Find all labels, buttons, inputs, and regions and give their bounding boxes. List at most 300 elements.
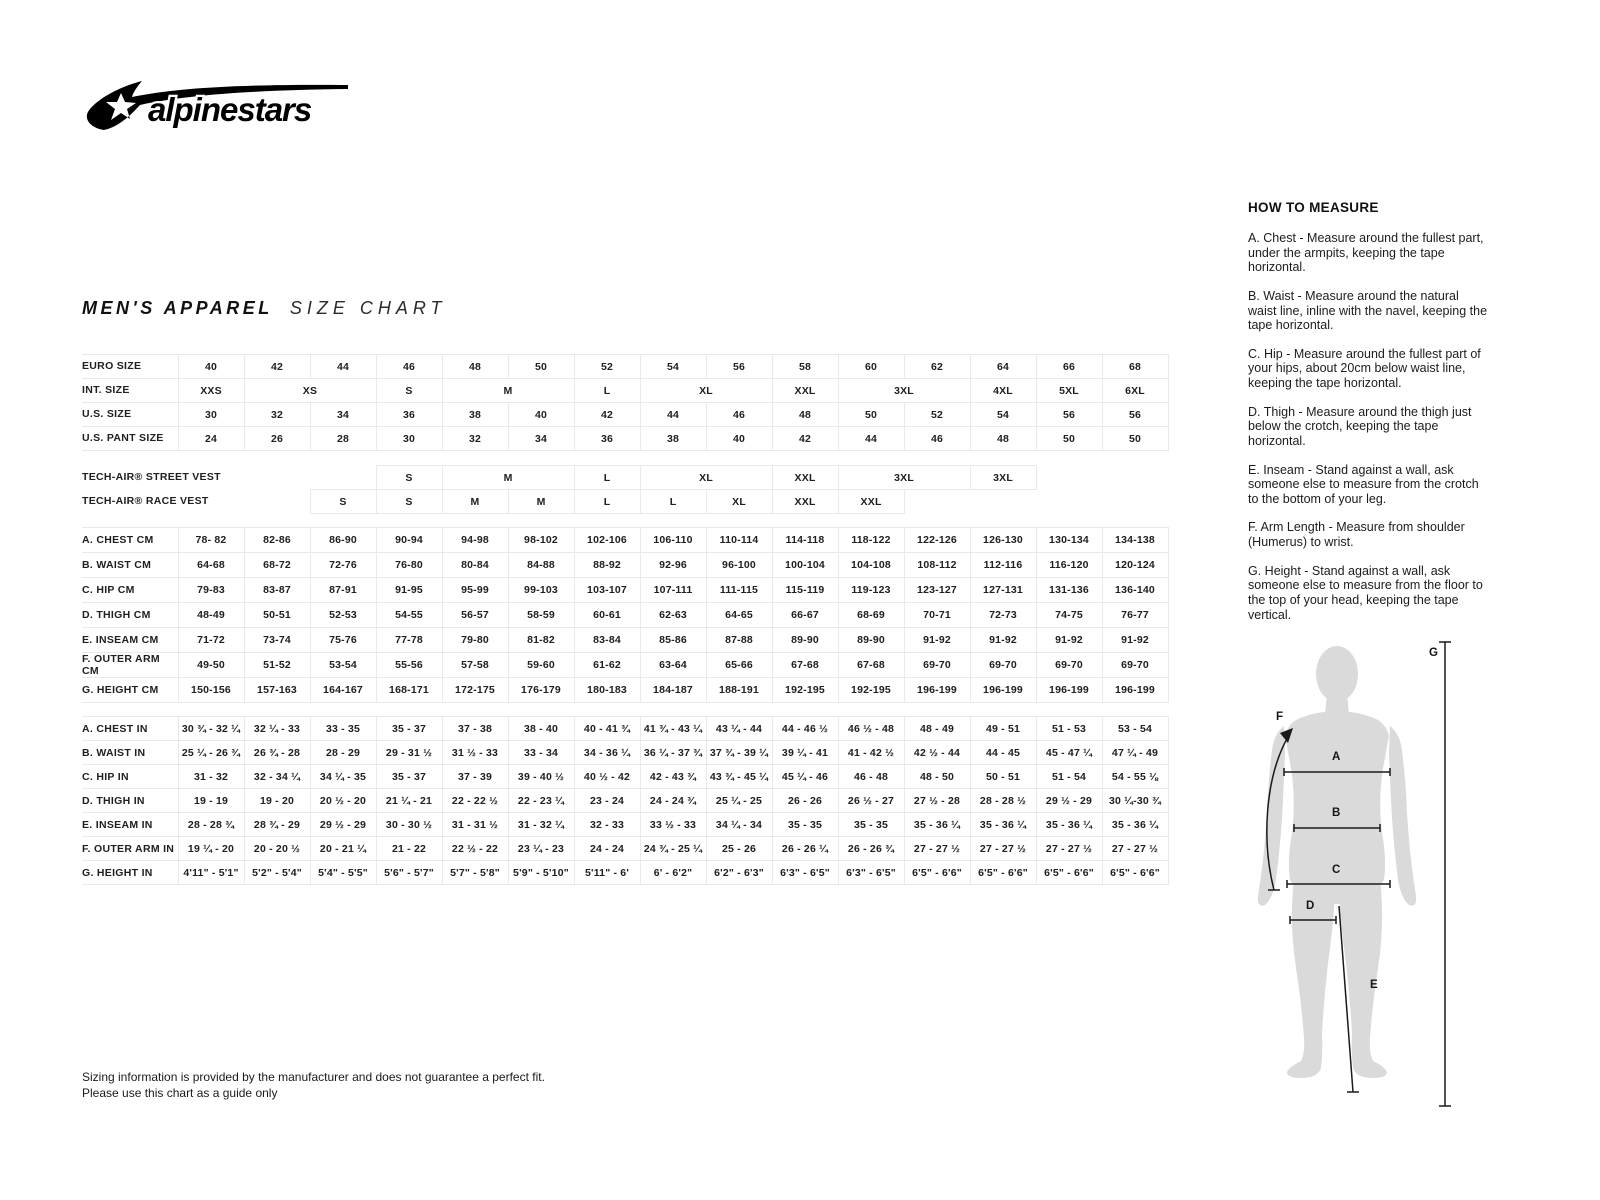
size-cell: 119-123 [838,578,904,603]
size-cell: 32 - 34 ¼ [244,765,310,789]
size-cell: 35 - 35 [838,813,904,837]
size-cell: 24 [178,427,244,451]
size-row [82,403,1168,427]
size-cell: 19 ¼ - 20 [178,837,244,861]
size-cell: 34 [310,403,376,427]
brand-logo [84,76,356,143]
in-row [82,789,1168,813]
size-cell: 122-126 [904,528,970,553]
size-cell: XXL [772,466,838,490]
size-cell: XXL [772,379,838,403]
size-cell: 6'5" - 6'6" [970,861,1036,885]
in-row [82,741,1168,765]
figure-label-thigh: D [1306,900,1315,912]
size-cell: 35 - 36 ¼ [1036,813,1102,837]
size-cell: 31 ½ - 33 [442,741,508,765]
row-label: TECH-AIR® STREET VEST [82,471,221,484]
vest-row [82,490,1168,514]
size-cell: 71-72 [178,628,244,653]
size-cell: 115-119 [772,578,838,603]
size-cell: 28 - 28 ½ [970,789,1036,813]
size-cell: 24 - 24 ¾ [640,789,706,813]
size-cell: 30 ¼-30 ¾ [1102,789,1168,813]
size-cell: 3XL [970,466,1036,490]
size-cell: S [376,379,442,403]
size-chart [82,354,1168,885]
size-cell: 4XL [970,379,1036,403]
size-cell: 20 ½ - 20 [310,789,376,813]
size-cell: 32 - 33 [574,813,640,837]
row-label: B. WAIST CM [82,553,178,578]
tech-air-vest-table [82,465,1168,514]
size-cell: 72-76 [310,553,376,578]
size-cell: 23 - 24 [574,789,640,813]
measure-instruction-chest: A. Chest - Measure around the fullest part, under the armpits, keeping the tape horizontal. [1248,231,1484,275]
alpinestars-logo-icon [84,76,356,138]
size-cell: 29 - 31 ½ [376,741,442,765]
size-cell: 28 ¾ - 29 [244,813,310,837]
size-cell: 35 - 37 [376,765,442,789]
size-cell: 37 ¾ - 39 ¼ [706,741,772,765]
size-cell: 131-136 [1036,578,1102,603]
size-cell: 3XL [838,379,970,403]
size-cell: 89-90 [838,628,904,653]
size-cell: 44 - 46 ½ [772,717,838,741]
size-cell: 58-59 [508,603,574,628]
size-cell: 27 - 27 ½ [1102,837,1168,861]
sizes-table [82,354,1169,451]
size-cell: 90-94 [376,528,442,553]
size-cell: 46 ½ - 48 [838,717,904,741]
size-cell: 95-99 [442,578,508,603]
size-cell: 84-88 [508,553,574,578]
size-cell: 172-175 [442,678,508,703]
size-cell: 29 ½ - 29 [1036,789,1102,813]
size-cell: 35 - 36 ¼ [904,813,970,837]
size-cell: 5'11" - 6' [574,861,640,885]
in-row [82,765,1168,789]
measure-instruction-height: G. Height - Stand against a wall, ask someone else to measure from the floor to the top of your head, keeping the tape vertical. [1248,563,1483,622]
size-cell: 46 [904,427,970,451]
size-cell: 45 ¼ - 46 [772,765,838,789]
size-row [82,355,1168,379]
size-cell: 83-84 [574,628,640,653]
size-cell: 50-51 [244,603,310,628]
size-cell: 20 - 21 ¼ [310,837,376,861]
size-cell: XXL [772,490,838,514]
size-cell: 50 [1036,427,1102,451]
size-cell: 88-92 [574,553,640,578]
size-cell: 37 - 38 [442,717,508,741]
size-cell: 6'2" - 6'3" [706,861,772,885]
size-cell: 27 - 27 ½ [904,837,970,861]
size-cell: 59-60 [508,653,574,678]
row-label: D. THIGH IN [82,789,178,813]
figure-label-arm: F [1276,711,1284,723]
size-cell: 104-108 [838,553,904,578]
row-label: E. INSEAM CM [82,628,178,653]
size-cell: 64-68 [178,553,244,578]
size-cell: 41 - 42 ½ [838,741,904,765]
size-cell: 38 [640,427,706,451]
size-cell: 4'11" - 5'1" [178,861,244,885]
size-cell: 91-92 [904,628,970,653]
size-cell: 150-156 [178,678,244,703]
size-cell: 25 - 26 [706,837,772,861]
size-cell: 52-53 [310,603,376,628]
size-cell: 102-106 [574,528,640,553]
size-cell: 30 ¾ - 32 ¼ [178,717,244,741]
size-cell: 53 - 54 [1102,717,1168,741]
disclaimer-line-2: Please use this chart as a guide only [82,1086,278,1101]
size-cell: 53-54 [310,653,376,678]
size-cell: 35 - 37 [376,717,442,741]
size-cell: 69-70 [1102,653,1168,678]
size-cell: 44 [640,403,706,427]
size-cell: 38 - 40 [508,717,574,741]
size-cell: 32 [244,403,310,427]
size-cell: 56 [1036,403,1102,427]
size-cell: 69-70 [904,653,970,678]
row-label: INT. SIZE [82,379,178,403]
size-cell: 27 - 27 ½ [1036,837,1102,861]
measure-instruction-waist: B. Waist - Measure around the natural waist line, inline with the navel, keeping the tape horizontal. [1248,288,1488,333]
size-cell: 192-195 [772,678,838,703]
cm-row [82,678,1168,703]
size-cell: 196-199 [1036,678,1102,703]
size-cell: 61-62 [574,653,640,678]
size-cell: 68-69 [838,603,904,628]
disclaimer-line-1: Sizing information is provided by the manufacturer and does not guarantee a perfect fit. [82,1070,545,1084]
size-cell: 50 [838,403,904,427]
measure-instruction-thigh: D. Thigh - Measure around the thigh just below the crotch, keeping the tape horizontal. [1248,404,1472,448]
size-cell: 40 - 41 ¾ [574,717,640,741]
size-cell: 39 ¼ - 41 [772,741,838,765]
size-cell: 5'4" - 5'5" [310,861,376,885]
measure-instruction-hip: C. Hip - Measure around the fullest part of your hips, about 20cm below waist line, keeping the tape horizontal. [1248,346,1481,390]
size-cell: 30 [376,427,442,451]
size-cell: 66-67 [772,603,838,628]
size-cell: 68 [1102,355,1168,379]
size-cell: XXS [178,379,244,403]
size-cell: 50 [1102,427,1168,451]
size-cell: 64-65 [706,603,772,628]
size-cell: 36 [376,403,442,427]
size-cell: 51 - 54 [1036,765,1102,789]
size-cell: 112-116 [970,553,1036,578]
size-cell: 136-140 [1102,578,1168,603]
measurements-in-table [82,716,1169,885]
size-cell: 20 - 20 ½ [244,837,310,861]
size-cell: 196-199 [970,678,1036,703]
size-cell: 43 ¾ - 45 ¼ [706,765,772,789]
size-cell: 36 [574,427,640,451]
size-cell: 70-71 [904,603,970,628]
size-cell: 19 - 20 [244,789,310,813]
size-cell: 56-57 [442,603,508,628]
size-cell: M [508,490,574,514]
row-label: U.S. PANT SIZE [82,427,178,451]
size-cell: 56 [706,355,772,379]
size-cell: 76-77 [1102,603,1168,628]
size-cell: 91-92 [1036,628,1102,653]
size-cell: 91-95 [376,578,442,603]
size-cell: 34 ¼ - 35 [310,765,376,789]
size-cell: 5'2" - 5'4" [244,861,310,885]
size-cell: 91-92 [1102,628,1168,653]
size-cell: 134-138 [1102,528,1168,553]
logo-wordmark: alpinestars [148,91,312,128]
size-cell: 92-96 [640,553,706,578]
size-cell: 22 ½ - 22 [442,837,508,861]
size-cell: XL [640,466,772,490]
size-cell: 72-73 [970,603,1036,628]
figure-label-height: G [1429,647,1438,659]
size-cell: 54 [640,355,706,379]
size-cell: XL [640,379,772,403]
size-cell: 46 [706,403,772,427]
in-row [82,717,1168,741]
size-cell: L [574,466,640,490]
size-cell: 168-171 [376,678,442,703]
measurements-cm-table [82,527,1169,703]
size-cell: 49 - 51 [970,717,1036,741]
size-cell: 32 [442,427,508,451]
size-cell: 42 ½ - 44 [904,741,970,765]
size-cell: 34 [508,427,574,451]
empty-cell [904,490,1168,514]
size-cell: 80-84 [442,553,508,578]
size-cell: L [640,490,706,514]
size-cell: 52 [904,403,970,427]
size-cell: M [442,466,574,490]
size-cell: 82-86 [244,528,310,553]
size-cell: 30 - 30 ½ [376,813,442,837]
size-cell: 126-130 [970,528,1036,553]
size-cell: 44 - 45 [970,741,1036,765]
page-title [82,298,447,319]
size-cell: 64 [970,355,1036,379]
size-cell: 26 - 26 ¼ [772,837,838,861]
size-cell: 98-102 [508,528,574,553]
size-cell: 94-98 [442,528,508,553]
size-cell: 6'3" - 6'5" [772,861,838,885]
figure-label-waist: B [1332,807,1341,819]
in-row [82,861,1168,885]
size-cell: M [442,379,574,403]
row-label: G. HEIGHT CM [82,678,178,703]
size-cell: XS [244,379,376,403]
size-cell: 38 [442,403,508,427]
size-cell: 111-115 [706,578,772,603]
size-cell: 25 ¼ - 26 ¾ [178,741,244,765]
size-cell: 54-55 [376,603,442,628]
size-cell: 120-124 [1102,553,1168,578]
size-cell: 42 [574,403,640,427]
size-cell: L [574,379,640,403]
size-cell: 48-49 [178,603,244,628]
size-cell: 91-92 [970,628,1036,653]
size-cell: 67-68 [838,653,904,678]
size-cell: 22 - 23 ¼ [508,789,574,813]
row-label: D. THIGH CM [82,603,178,628]
size-cell: 48 [970,427,1036,451]
in-row [82,837,1168,861]
size-cell: 27 - 27 ½ [970,837,1036,861]
size-cell: 42 - 43 ¾ [640,765,706,789]
cm-row [82,603,1168,628]
size-cell: 73-74 [244,628,310,653]
size-cell: 196-199 [1102,678,1168,703]
size-cell: 176-179 [508,678,574,703]
size-cell: 100-104 [772,553,838,578]
row-label: E. INSEAM IN [82,813,178,837]
size-cell: 50 [508,355,574,379]
size-cell: 60 [838,355,904,379]
size-cell: 42 [772,427,838,451]
size-cell: 44 [310,355,376,379]
size-cell: 29 ½ - 29 [310,813,376,837]
size-cell: 26 - 26 ¾ [838,837,904,861]
size-cell: 26 - 26 [772,789,838,813]
row-label: EURO SIZE [82,355,178,379]
size-cell: 45 - 47 ¼ [1036,741,1102,765]
size-cell: XXL [838,490,904,514]
row-label: A. CHEST CM [82,528,178,553]
size-cell: 48 - 49 [904,717,970,741]
size-cell: 188-191 [706,678,772,703]
size-cell: 123-127 [904,578,970,603]
size-cell: 51-52 [244,653,310,678]
size-cell: 40 [706,427,772,451]
size-cell: 42 [244,355,310,379]
size-cell: 86-90 [310,528,376,553]
row-label: C. HIP IN [82,765,178,789]
size-cell: S [376,466,442,490]
how-to-measure-title: HOW TO MEASURE [1248,200,1379,215]
size-cell: 103-107 [574,578,640,603]
size-cell: 62 [904,355,970,379]
size-cell: 63-64 [640,653,706,678]
measure-instruction-arm: F. Arm Length - Measure from shoulder (Humerus) to wrist. [1248,520,1465,549]
size-cell: 27 ½ - 28 [904,789,970,813]
size-cell: 35 - 36 ¼ [970,813,1036,837]
size-cell: 60-61 [574,603,640,628]
size-cell: 28 - 29 [310,741,376,765]
size-cell: 81-82 [508,628,574,653]
size-cell: 6XL [1102,379,1168,403]
size-cell: 28 - 28 ¾ [178,813,244,837]
size-cell: 33 ½ - 33 [640,813,706,837]
size-cell: 36 ¼ - 37 ¾ [640,741,706,765]
page-title-main: MEN'S APPAREL [82,298,273,318]
size-cell: 62-63 [640,603,706,628]
size-cell: 75-76 [310,628,376,653]
how-to-measure-panel [1248,200,1488,636]
size-cell: 106-110 [640,528,706,553]
size-cell: 39 - 40 ½ [508,765,574,789]
size-cell: 114-118 [772,528,838,553]
height-measure-line [1439,642,1451,1106]
size-cell: 35 - 35 [772,813,838,837]
size-cell: 6' - 6'2" [640,861,706,885]
size-cell: 48 - 50 [904,765,970,789]
size-cell: 96-100 [706,553,772,578]
size-cell: 37 - 39 [442,765,508,789]
size-cell: 69-70 [970,653,1036,678]
size-cell: 26 [244,427,310,451]
size-cell: 68-72 [244,553,310,578]
size-cell: 54 - 55 ⅛ [1102,765,1168,789]
size-cell: 24 - 24 [574,837,640,861]
cm-row [82,578,1168,603]
size-cell: 87-88 [706,628,772,653]
size-cell: 5XL [1036,379,1102,403]
size-cell: 66 [1036,355,1102,379]
size-cell: 76-80 [376,553,442,578]
size-cell: 28 [310,427,376,451]
size-cell: 40 ½ - 42 [574,765,640,789]
size-cell: 54 [970,403,1036,427]
row-label: C. HIP CM [82,578,178,603]
size-cell: 58 [772,355,838,379]
size-cell: 34 - 36 ¼ [574,741,640,765]
cm-row [82,628,1168,653]
size-cell: 56 [1102,403,1168,427]
size-cell: 6'5" - 6'6" [1036,861,1102,885]
size-cell: 110-114 [706,528,772,553]
row-label: G. HEIGHT IN [82,861,178,885]
size-cell: 89-90 [772,628,838,653]
size-row [82,379,1168,403]
size-cell: 6'5" - 6'6" [904,861,970,885]
size-cell: 31 - 32 [178,765,244,789]
size-cell: 32 ¼ - 33 [244,717,310,741]
size-cell: 22 - 22 ½ [442,789,508,813]
size-cell: 48 [442,355,508,379]
size-cell: 192-195 [838,678,904,703]
size-cell: 31 - 32 ¼ [508,813,574,837]
size-cell: 5'7" - 5'8" [442,861,508,885]
size-cell: 33 - 34 [508,741,574,765]
size-cell: 5'9" - 5'10" [508,861,574,885]
size-cell: 65-66 [706,653,772,678]
size-cell: 6'5" - 6'6" [1102,861,1168,885]
size-cell: 107-111 [640,578,706,603]
size-cell: 67-68 [772,653,838,678]
size-cell: 3XL [838,466,970,490]
size-cell: 44 [838,427,904,451]
size-cell: 49-50 [178,653,244,678]
size-cell: 46 - 48 [838,765,904,789]
size-cell: 25 ¼ - 25 [706,789,772,813]
measurement-figure [1232,628,1462,1119]
size-cell: 130-134 [1036,528,1102,553]
row-label: U.S. SIZE [82,403,178,427]
size-cell: 196-199 [904,678,970,703]
in-row [82,813,1168,837]
size-cell: 40 [508,403,574,427]
measure-instruction-inseam: E. Inseam - Stand against a wall, ask someone else to measure from the crotch to the bottom of your leg. [1248,462,1479,506]
size-cell: 184-187 [640,678,706,703]
figure-label-hip: C [1332,864,1341,876]
size-cell: 108-112 [904,553,970,578]
size-cell: 26 ½ - 27 [838,789,904,813]
size-cell: 6'3" - 6'5" [838,861,904,885]
row-label: F. OUTER ARM CM [82,653,178,678]
size-cell: 21 ¼ - 21 [376,789,442,813]
size-cell: S [376,490,442,514]
